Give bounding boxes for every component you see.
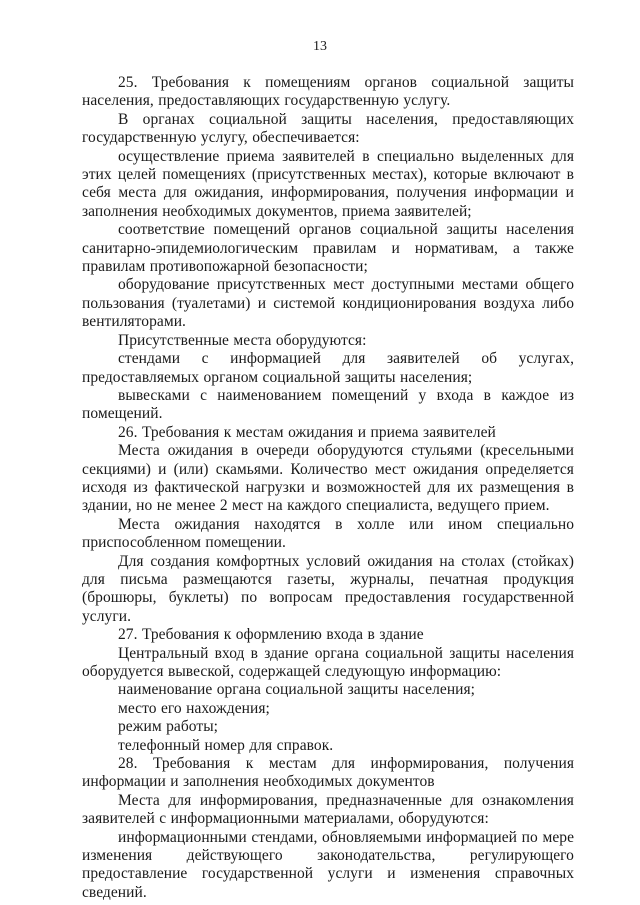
paragraph: вывесками с наименованием помещений у входа в каждое из помещений. [82,386,574,423]
document-body [82,74,574,902]
paragraph-28-heading: 28. Требования к местам для информирования, получения информации и заполнения необходимых документов [82,755,574,791]
paragraph: оборудование присутственных мест доступными местами общего пользования (туалетами) и системой кондиционирования воздуха либо вентиляторами. [82,276,574,331]
paragraph: информационными стендами, обновляемыми информацией по мере изменения действующего законодательства, регулирующего предоставление государственной услуги и изменения справочных сведений. [82,828,574,901]
paragraph: Места ожидания в очереди оборудуются стульями (кресельными секциями) и (или) скамьями. Количество мест ожидания определяется исходя из фактической нагрузки и возможностей для их размещения в здании, но не менее 2 мест на каждого специалиста, ведущего прием. [82,442,574,515]
paragraph: Места для информирования, предназначенные для ознакомления заявителей с информационными материалами, оборудуются: [82,791,574,828]
paragraph: осуществление приема заявителей в специально выделенных для этих целей помещениях (присутственных местах), которые включают в себя места для ожидания, информирования, получения информации и заполнения необходимых документов, приема заявителей; [82,147,574,220]
list-item: наименование органа социальной защиты населения; [118,681,476,699]
paragraph: соответствие помещений органов социальной защиты населения санитарно-эпидемиологическим правилам и нормативам, а также правилам противопожарной безопасности; [82,221,574,276]
list-item: телефонный номер для справок. [118,736,334,754]
page-number: 13 [313,39,327,54]
paragraph-26-heading: 26. Требования к местам ожидания и приема заявителей [118,423,496,441]
paragraph-27-heading: 27. Требования к оформлению входа в здание [118,626,424,644]
paragraph: стендами с информацией для заявителей об услугах, предоставляемых органом социальной защиты населения; [82,350,574,386]
list-item: режим работы; [118,718,219,736]
paragraph-25-heading: 25. Требования к помещениям органов социальной защиты населения, предоставляющих государственную услугу. [82,74,574,110]
paragraph: Места ожидания находятся в холле или ином специально приспособленном помещении. [82,515,574,552]
list-item: место его нахождения; [118,699,270,717]
paragraph: В органах социальной защиты населения, предоставляющих государственную услугу, обеспечивается: [82,110,574,147]
paragraph: Для создания комфортных условий ожидания на столах (стойках) для письма размещаются газеты, журналы, печатная продукция (брошюры, буклеты) по вопросам предоставления государственной услуги. [82,552,574,625]
paragraph: Присутственные места оборудуются: [118,331,367,349]
paragraph: Центральный вход в здание органа социальной защиты населения оборудуется вывеской, содержащей следующую информацию: [82,644,574,680]
